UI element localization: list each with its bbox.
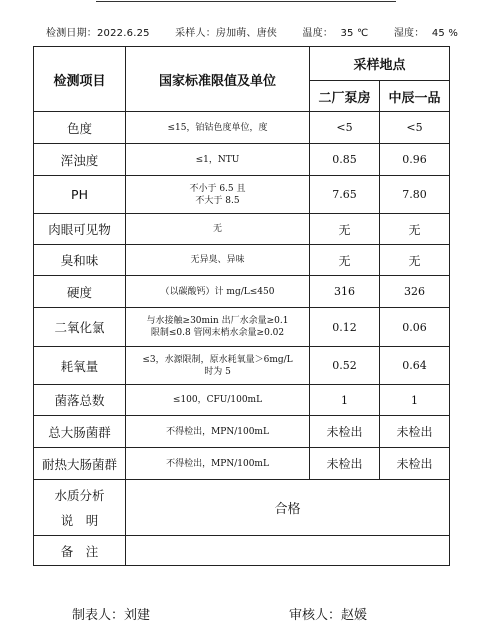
reviewer: 审核人：赵媛 [289,608,368,623]
row-value-site-1: 未检出 [310,448,380,480]
table-row [34,245,450,276]
table-row [34,112,450,144]
row-item: 耐热大肠菌群 [34,448,126,480]
table-row [34,448,450,480]
row-value-site-1: 无 [310,214,380,245]
table-row [34,276,450,308]
temperature-label: 温度： [302,28,334,39]
row-item: 总大肠菌群 [34,416,126,448]
remarks-value [126,536,450,566]
row-standard: ≤1，NTU [126,144,310,176]
row-standard: ≤15，铂钴色度单位，度 [126,112,310,144]
row-value-site-1: 1 [310,385,380,416]
table-body [34,47,450,566]
table-row [34,385,450,416]
row-standard: 无 [126,214,310,245]
table-row [34,347,450,385]
row-standard: 不得检出，MPN/100mL [126,416,310,448]
row-value-site-1: <5 [310,112,380,144]
row-value-site-2: 0.06 [380,308,450,347]
row-value-site-2: 未检出 [380,448,450,480]
row-standard: ≤3，水源限制，原水耗氧量＞6mg/L 时为 5 [126,347,310,385]
row-standard: 不小于 6.5 且 不大于 8.5 [126,176,310,214]
row-standard: （以碳酸钙）计 mg/L≤450 [126,276,310,308]
row-item: 臭和味 [34,245,126,276]
analysis-row [34,480,450,536]
header-standard: 国家标准限值及单位 [126,47,310,112]
analysis-label-line-2: 说 明 [60,512,99,528]
row-item: 肉眼可见物 [34,214,126,245]
row-standard: 无异臭、异味 [126,245,310,276]
analysis-label [34,480,126,536]
row-item: 色度 [34,112,126,144]
inspection-date: 检测日期：2022.6.25 [46,28,150,39]
row-value-site-2: 7.80 [380,176,450,214]
row-value-site-2: 0.64 [380,347,450,385]
row-standard: 不得检出，MPN/100mL [126,448,310,480]
remarks-label: 备 注 [34,536,126,566]
row-value-site-2: 326 [380,276,450,308]
temperature-value: 35 ℃ [340,28,369,39]
table-row [34,416,450,448]
sampler: 采样人：房加萌、唐侠 [175,28,278,39]
table-row [34,308,450,347]
header-row [34,47,450,81]
row-item: 耗氧量 [34,347,126,385]
row-value-site-1: 无 [310,245,380,276]
row-value-site-2: 无 [380,214,450,245]
preparer: 制表人：刘建 [72,608,151,623]
water-quality-table [33,46,450,566]
table-row [34,214,450,245]
title-underline [96,0,396,2]
row-item: 浑浊度 [34,144,126,176]
row-value-site-1: 316 [310,276,380,308]
row-item: PH [34,176,126,214]
site-1: 二厂泵房 [310,81,380,112]
inspection-meta [46,24,462,39]
row-value-site-1: 7.65 [310,176,380,214]
row-value-site-1: 0.52 [310,347,380,385]
humidity-value: 45 % [431,28,459,39]
table-row [34,176,450,214]
row-value-site-1: 未检出 [310,416,380,448]
row-value-site-2: 1 [380,385,450,416]
row-value-site-2: 无 [380,245,450,276]
row-item: 二氧化氯 [34,308,126,347]
analysis-label-line-1: 水质分析 [54,487,105,503]
row-standard: ≤100，CFU/100mL [126,385,310,416]
humidity-label: 湿度： [393,28,425,39]
row-value-site-2: 0.96 [380,144,450,176]
row-standard: 与水接触≥30min 出厂水余量≥0.1 限制≤0.8 管网末梢水余量≥0.02 [126,308,310,347]
table-row [34,144,450,176]
row-item: 硬度 [34,276,126,308]
site-2: 中辰一品 [380,81,450,112]
remarks-row [34,536,450,566]
analysis-result: 合格 [126,480,450,536]
row-value-site-2: 未检出 [380,416,450,448]
row-value-site-2: <5 [380,112,450,144]
header-sampling-site: 采样地点 [310,47,450,81]
row-value-site-1: 0.12 [310,308,380,347]
row-item: 菌落总数 [34,385,126,416]
row-value-site-1: 0.85 [310,144,380,176]
header-item: 检测项目 [34,47,126,112]
